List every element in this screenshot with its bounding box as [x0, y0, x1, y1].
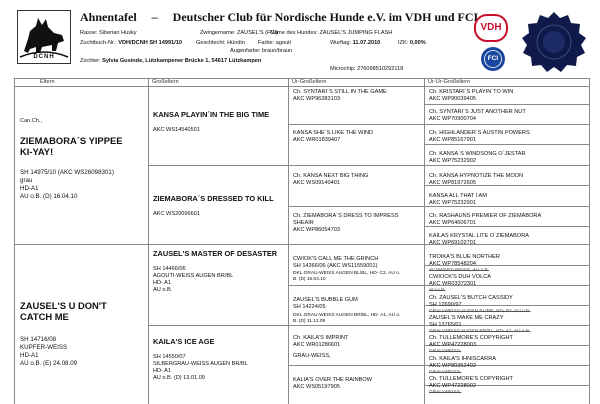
zwingername-value: ZAUSEL'S (FCI) — [237, 30, 278, 36]
great-grandparent-7 — [293, 335, 348, 360]
gggp-reg: AKC WP75232902 — [429, 158, 476, 164]
gggp-health: GRAU-WEISS, — [429, 370, 462, 375]
ggp-name: CWIOK'S CALL ME THE GRINCH — [293, 256, 379, 262]
grandparent-color: AGOUTI-WEISS AUGEN BR/BL — [153, 273, 234, 279]
ggp-reg: AKC WS09140401 — [293, 180, 340, 186]
dam-hd: HD-A1 — [20, 352, 39, 359]
title-club: Deutscher Club für Nordische Hunde e.V. im VDH und FCI — [172, 10, 479, 24]
dam-name-line2: CATCH ME — [20, 311, 69, 322]
zuechter-label: Züchter: — [80, 58, 101, 64]
grandparent-name: ZAUSEL'S MASTER OF DESASTER — [153, 249, 278, 258]
ggp-reg: AKC WR01839407 — [293, 137, 341, 143]
sire-name-line2: KI-YAY! — [20, 146, 54, 157]
izk-label: IZK: — [398, 40, 409, 46]
grandparent-reg: SH 14550/07 — [153, 354, 186, 360]
col-header-ururgrosseltern: Ur-Ur-Großeltern — [428, 79, 471, 85]
gg-grandparent-4 — [429, 151, 526, 165]
dam-color: KUPFER-WEISS — [20, 344, 68, 351]
gg-grandparent-1 — [429, 89, 513, 103]
gggp-reg: AKC WP85167901 — [429, 137, 476, 143]
ggp-name: KALIA'S OVER THE RAINBOW — [293, 377, 372, 383]
farbe-value: agouti — [275, 40, 291, 46]
zuechter-value: Sylvia Gusinde, Lützkampener Brücke 1, 54617 Lützkampen — [102, 58, 262, 64]
fci-logo — [480, 46, 506, 72]
gggp-reg: AKC WP47228002 — [429, 383, 476, 389]
gggp-reg: AKC WP78548204 — [429, 261, 476, 267]
grandparent-au: AU o.B. — [153, 287, 173, 293]
grandparent-hd: HD- A1 — [153, 280, 172, 286]
gg-grandparent-13 — [429, 335, 513, 355]
ggp-name: ZAUSEL'S BUBBLE GUM — [293, 297, 358, 303]
gggp-reg: SH 13765/01 — [429, 322, 462, 328]
great-grandparent-6-health — [293, 313, 400, 325]
grandparent-name: ZIEMABORA´S DRESSED TO KILL — [153, 194, 274, 203]
gg-grandparent-3 — [429, 130, 530, 144]
dam-cell — [20, 300, 146, 368]
gg-grandparent-5 — [429, 173, 523, 187]
zuchtbuch-row — [80, 40, 182, 47]
ggp-reg: AKC WS05197905 — [293, 384, 340, 390]
gggp-health: GRAU-WEISS, — [429, 390, 462, 395]
fci-logo-text: FCI — [487, 55, 499, 62]
sire-prefix: Can.Ch., — [20, 118, 43, 124]
grandparent-name: KANSA PLAYIN´IN THE BIG TIME — [153, 110, 270, 119]
augenfarbe-label: Augenfarbe: — [230, 48, 261, 54]
grandparent-reg: AKC WS14540501 — [153, 127, 200, 133]
geschlecht-value: Hündin — [227, 40, 245, 46]
wurftag-row — [330, 40, 380, 47]
vdh-logo-text: VDH — [480, 22, 502, 33]
gggp-health: SCHWARZ-WEISS, AU o.B. — [429, 268, 490, 273]
ggp-name: Ch. KANSA NEXT BIG THING — [293, 173, 369, 179]
gggp-reg: AKC WP75232901 — [429, 200, 476, 206]
rasse-label: Rasse: — [80, 30, 98, 36]
geschlecht-row — [196, 40, 245, 47]
gg-grandparent-12 — [429, 315, 530, 335]
gggp-reg: AKC WP81972605 — [429, 180, 476, 186]
gg-grandparent-10 — [429, 274, 491, 294]
dam-name-line1: ZAUSEL'S U DON'T — [20, 300, 107, 311]
grandparent-4 — [153, 337, 287, 382]
grandparent-reg: AKC WS20096601 — [153, 211, 200, 217]
hundename-row — [270, 30, 392, 37]
gggp-name: Ch. TULLEMORE'S COPYRIGHT — [429, 376, 513, 382]
sire-color: grau — [20, 177, 33, 184]
gggp-name: Ch. TULLEMORE'S COPYRIGHT — [429, 335, 513, 341]
grandparent-1 — [153, 110, 287, 134]
gggp-health: GRAU-WEISS, — [429, 349, 462, 354]
gggp-name: Ch. RASHAUNS PREMIER OF ZIEMABORA — [429, 213, 542, 219]
title-ahnentafel: Ahnentafel — [80, 10, 137, 24]
grandparent-au: AU o.B. (D) 13.01.09 — [153, 375, 205, 381]
zwingername-label: Zwingername: — [200, 30, 236, 36]
gggp-name: ZAUSEL'S MAKE ME CRAZY — [429, 315, 504, 321]
gg-grandparent-7 — [429, 213, 541, 227]
gg-grandparent-6 — [429, 193, 487, 207]
dcnh-logo — [17, 10, 71, 64]
gggp-health: AU o.B. — [429, 288, 446, 293]
sire-hd: HD-A1 — [20, 185, 39, 192]
dam-au: AU o.B. (E) 24.08.09 — [20, 360, 78, 367]
gggp-name: Ch. SYNTARI´S JUST ANOTHER NUT — [429, 109, 526, 115]
zuechter-row — [80, 58, 261, 65]
gggp-reg: AKC WP64606701 — [429, 220, 476, 226]
zuchtbuch-label: Zuchtbuch-Nr.: — [80, 40, 117, 46]
sire-name-line1: ZIEMABORA´S YIPPEE — [20, 135, 123, 146]
farbe-label: Farbe: — [258, 40, 275, 46]
gggp-reg: SH 12690/97 — [429, 302, 462, 308]
gggp-name: CWIOCK'S DUH VOLCA — [429, 274, 491, 280]
gggp-reg: AKC WP69102701 — [429, 240, 476, 246]
ggp-health-cont: B. (D) 16.04.10 — [293, 277, 326, 282]
microchip-value: 276098510292118 — [357, 66, 404, 72]
grandparent-hd: HD- A1 — [153, 368, 172, 374]
dam-reg: SH 14716/08 — [20, 336, 57, 343]
great-grandparent-2 — [293, 130, 373, 144]
ggp-health: DKL.GRAU-WEISS AUGEN BL/BL, HD- C2, AU o. — [293, 271, 401, 276]
ggp-name-cont: SHEAIR — [293, 220, 314, 226]
microchip-label: Microchip: — [330, 66, 356, 72]
dcnh-logo-text: DCNH — [33, 54, 55, 60]
ggp-health: DKL.GRAU-WEISS AUGEN BR/BL, HD- A1, AU o. — [293, 313, 401, 318]
col-header-urgrosseltern: Ur-Großeltern — [292, 79, 327, 85]
gggp-health: GRAU-WEISS AUGEN BL/BR, HD- B2, AU o.B. — [429, 309, 531, 314]
vdh-logo — [474, 14, 508, 42]
great-grandparent-8 — [293, 377, 372, 391]
gggp-reg: AKC WR03372301 — [429, 281, 477, 287]
ggp-color: GRAU-WEISS, — [293, 353, 331, 359]
gggp-name: KANSA ALL THAT I AM — [429, 193, 487, 199]
ggp-reg: SH 14366/06 (AKC WS11559001) — [293, 263, 378, 269]
grandparent-reg: SH 14466/06 — [153, 266, 186, 272]
gggp-reg: AKC WP47228003 — [429, 342, 476, 348]
gg-grandparent-15 — [429, 376, 513, 396]
great-grandparent-1 — [293, 89, 387, 103]
great-grandparent-4 — [293, 213, 398, 234]
col-header-eltern: Eltern — [40, 79, 55, 85]
gg-grandparent-8 — [429, 233, 529, 247]
gggp-reg: AKC WP90039405 — [429, 96, 476, 102]
gggp-name: Ch. KANSA HYPNOTIZE THE MOON — [429, 173, 524, 179]
geschlecht-label: Geschlecht: — [196, 40, 226, 46]
grandparent-color: SILBERGRAU-WEISS AUGEN BR/BL — [153, 361, 248, 367]
gggp-reg: AKC WP70900704 — [429, 116, 476, 122]
ggp-reg: SH 14224/05 — [293, 304, 326, 310]
ggp-name: Ch. KAILA'S IMPRINT — [293, 335, 349, 341]
ggp-name: KANSA SHE´S LIKE THE WIND — [293, 130, 374, 136]
hundename-label: Name des Hundes: — [270, 30, 318, 36]
izk-value: 0,00% — [409, 40, 426, 46]
gg-grandparent-2 — [429, 109, 526, 123]
gggp-health: GRAU-WEISS AUGEN BR/BL, HD- A1, AU o.B. — [429, 329, 531, 334]
gggp-name: Ch. KANSA´S WINDSONG O´JESTAR — [429, 151, 526, 157]
col-header-grosseltern: Großeltern — [152, 79, 179, 85]
official-seal — [520, 10, 588, 74]
sire-cell — [20, 118, 146, 201]
augenfarbe-value: braun/braun — [262, 48, 293, 54]
augenfarbe-row — [230, 48, 292, 55]
farbe-row — [258, 40, 291, 47]
gg-grandparent-11 — [429, 295, 531, 315]
sire-reg: SH 14975/10 (AKC WS26098301) — [20, 169, 114, 176]
great-grandparent-3 — [293, 173, 368, 187]
gggp-name: Ch. KRISTARI´S PLAYIN´TO WIN — [429, 89, 514, 95]
grandparent-name: KAILA'S ICE AGE — [153, 337, 215, 346]
wurftag-label: Wurftag: — [330, 40, 352, 46]
ggp-health-cont: B. (D) 11.12.09 — [293, 319, 326, 324]
zwingername-row — [200, 30, 278, 37]
hundename-value: ZAUSEL'S JUMPING FLASH — [319, 30, 393, 36]
gggp-reg: AKC WP80352402 — [429, 363, 476, 369]
gggp-name: Ch. HIGHLANDER´S AUSTIN POWERS — [429, 130, 530, 136]
rasse-row — [80, 30, 137, 37]
gggp-name: KAILAS KRYSTAL LITE O´ZIEMABORA — [429, 233, 529, 239]
gg-grandparent-9 — [429, 254, 500, 274]
ggp-reg: AKC WP86054703 — [293, 227, 340, 233]
gggp-name: TROIKA'S BLUE NORTHER — [429, 254, 500, 260]
page-title — [80, 10, 478, 25]
ggp-reg: AKC WR01286601 — [293, 342, 341, 348]
gggp-name: Ch. ZAUSEL'S BUTCH CASSIDY — [429, 295, 513, 301]
izk-row — [398, 40, 426, 47]
ggp-name: Ch. ZIEMABORA´S DRESS TO IMPRESS — [293, 213, 399, 219]
grandparent-3 — [153, 249, 287, 294]
sire-au: AU o.B. (D) 16.04.10 — [20, 193, 78, 200]
title-dash: – — [151, 10, 158, 24]
gggp-name: Ch. KAILA'S IHNISCARRA — [429, 356, 496, 362]
ggp-name: Ch. SYNTARI´S STILL IN THE GAME — [293, 89, 387, 95]
gg-grandparent-14 — [429, 356, 496, 376]
microchip-row — [330, 66, 403, 73]
grandparent-2 — [153, 194, 287, 218]
great-grandparent-5 — [293, 256, 378, 270]
ggp-reg: AKC WP96383103 — [293, 96, 340, 102]
great-grandparent-5-health — [293, 271, 400, 283]
great-grandparent-6 — [293, 297, 358, 311]
zuchtbuch-value: VDH/DCNH SH 14991/10 — [118, 40, 182, 46]
wurftag-value: 11.07.2010 — [352, 40, 381, 46]
rasse-value: Siberian Husky — [98, 30, 137, 36]
